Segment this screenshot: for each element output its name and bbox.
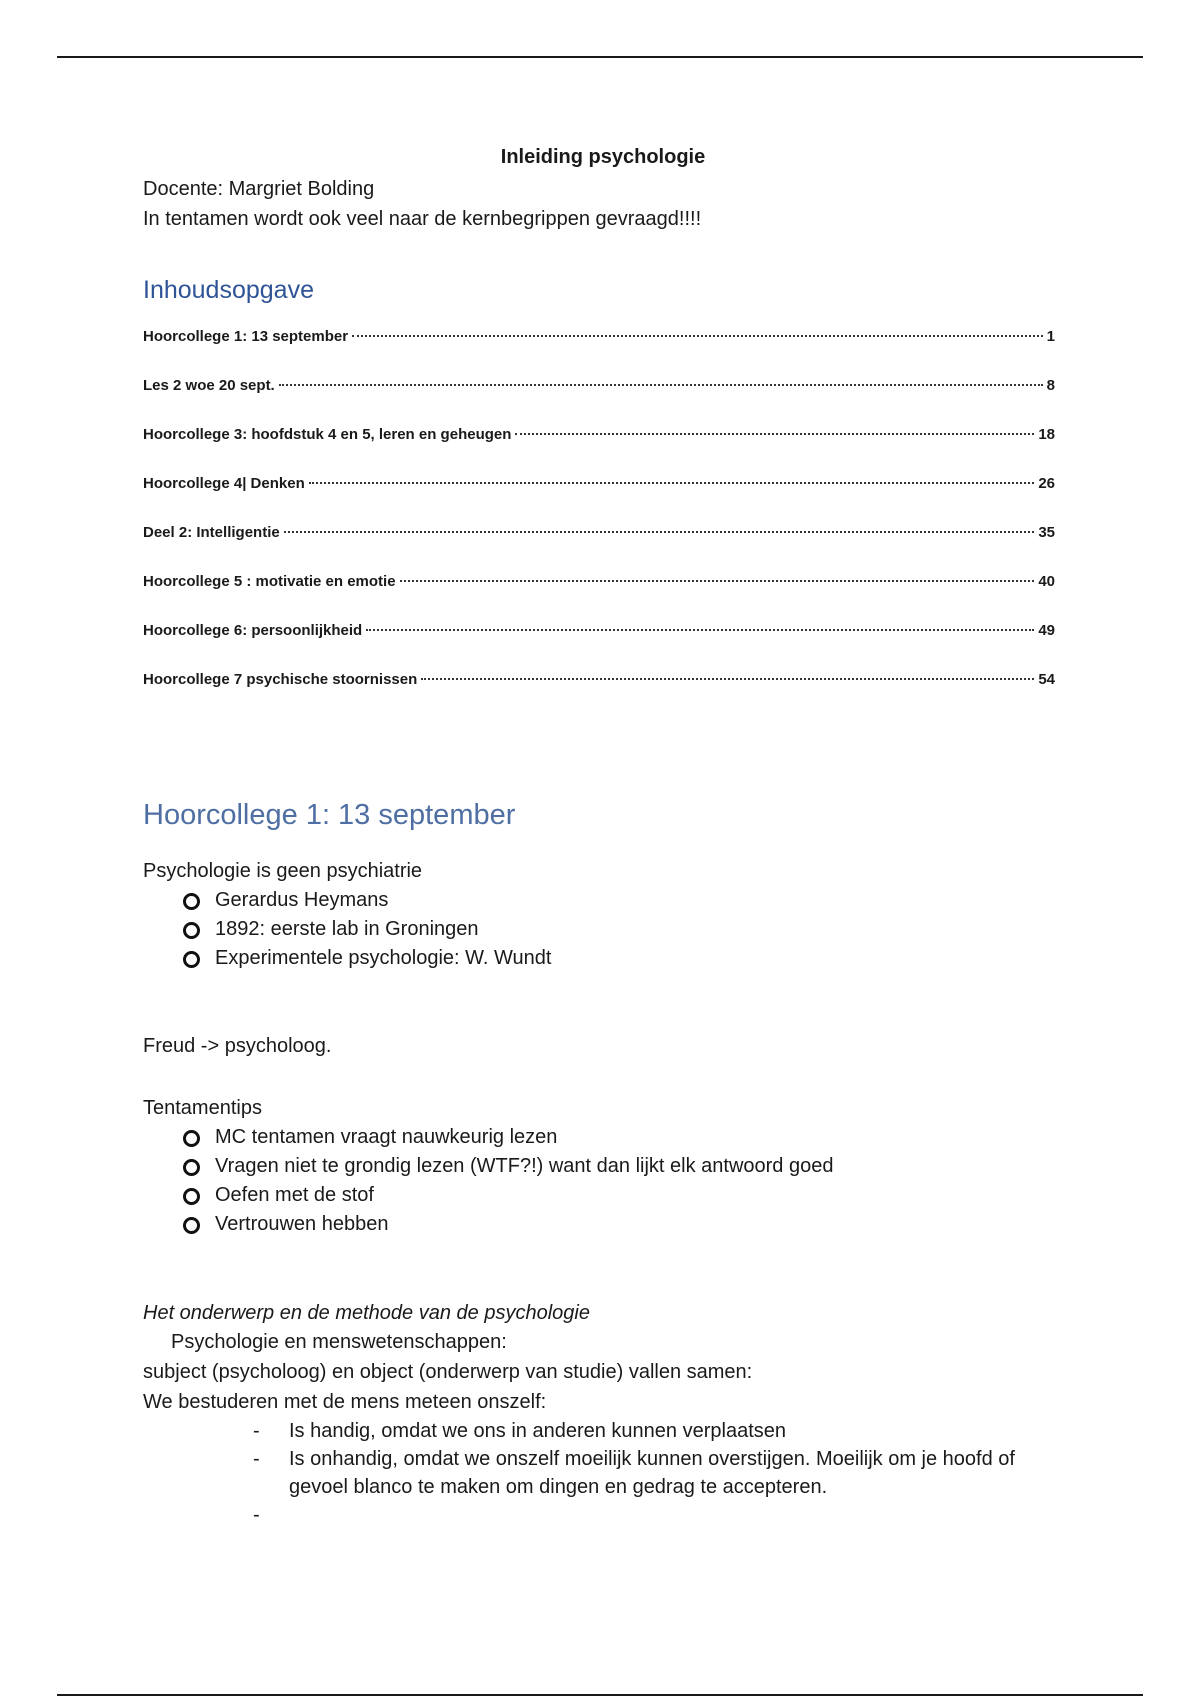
- toc-dot-leader: [400, 580, 1035, 582]
- tips-heading: Tentamentips: [143, 1097, 262, 1119]
- toc-entry[interactable]: [143, 621, 1055, 670]
- toc-entry[interactable]: [143, 523, 1055, 572]
- toc-entry[interactable]: [143, 327, 1055, 376]
- dash-list: [143, 1417, 1053, 1529]
- list-item-text: MC tentamen vraagt nauwkeurig lezen: [215, 1126, 558, 1148]
- toc-dot-leader: [515, 433, 1034, 435]
- toc-entry-page: 49: [1038, 622, 1055, 639]
- toc-entry-page: 1: [1046, 328, 1055, 345]
- list-item: [183, 944, 1063, 973]
- circle-bullet-icon: [183, 951, 200, 968]
- subject-heading: Het onderwerp en de methode van de psychologie: [143, 1302, 590, 1324]
- document-title: Inleiding psychologie: [500, 146, 706, 168]
- intro-line: Psychologie is geen psychiatrie: [143, 860, 423, 882]
- bottom-rule: [57, 1694, 1143, 1696]
- toc-dot-leader: [421, 678, 1034, 680]
- toc-entry-label: Hoorcollege 3: hoofdstuk 4 en 5, leren en geheugen: [143, 426, 512, 443]
- toc-entry-label: Hoorcollege 4| Denken: [143, 475, 305, 492]
- subject-indent-line: Psychologie en menswetenschappen:: [171, 1331, 507, 1353]
- circle-bullet-icon: [183, 922, 200, 939]
- toc-heading: Inhoudsopgave: [143, 276, 314, 304]
- spacer: [143, 973, 1063, 1031]
- intro-bullet-list: [143, 886, 1063, 973]
- toc-entry-label: Hoorcollege 1: 13 september: [143, 328, 349, 345]
- toc-entry-label: Hoorcollege 7 psychische stoornissen: [143, 671, 418, 688]
- toc-entry-page: 54: [1038, 671, 1055, 688]
- list-item-text: Is onhandig, omdat we onszelf moeilijk kunnen overstijgen. Moeilijk om je hoofd of gevoel blanco te maken om dingen en gedrag te accepteren.: [289, 1448, 1015, 1498]
- toc-dot-leader: [279, 384, 1043, 386]
- list-item-text: Vertrouwen hebben: [215, 1213, 389, 1235]
- toc-entry-page: 8: [1046, 377, 1055, 394]
- subject-line: We bestuderen met de mens meteen onszelf:: [143, 1391, 547, 1413]
- toc-dot-leader: [284, 531, 1035, 533]
- list-item-text: Gerardus Heymans: [215, 889, 389, 911]
- list-item: [183, 886, 1063, 915]
- exam-note: In tentamen wordt ook veel naar de kernbegrippen gevraagd!!!!: [143, 208, 702, 230]
- toc-entry-page: 18: [1038, 426, 1055, 443]
- toc-entry-label: Deel 2: Intelligentie: [143, 524, 280, 541]
- list-item-text: Experimentele psychologie: W. Wundt: [215, 947, 552, 969]
- circle-bullet-icon: [183, 893, 200, 910]
- list-item: [183, 1152, 1063, 1181]
- toc-entry[interactable]: [143, 376, 1055, 425]
- toc-entry[interactable]: [143, 572, 1055, 621]
- list-item: [253, 1417, 1053, 1445]
- circle-bullet-icon: [183, 1159, 200, 1176]
- toc-dot-leader: [352, 335, 1043, 337]
- list-item-text: Oefen met de stof: [215, 1184, 374, 1206]
- spacer: [143, 1061, 1063, 1093]
- list-item-text: 1892: eerste lab in Groningen: [215, 918, 479, 940]
- list-item: [183, 1181, 1063, 1210]
- list-item: [183, 1123, 1063, 1152]
- toc-entry-page: 35: [1038, 524, 1055, 541]
- toc-entry-label: Hoorcollege 6: persoonlijkheid: [143, 622, 363, 639]
- dash-bullet-icon: -: [253, 1420, 260, 1442]
- toc-dot-leader: [366, 629, 1034, 631]
- subject-line: subject (psycholoog) en object (onderwerp van studie) vallen samen:: [143, 1361, 753, 1383]
- circle-bullet-icon: [183, 1217, 200, 1234]
- document-page: [143, 140, 1063, 1529]
- toc-entry-label: Les 2 woe 20 sept.: [143, 377, 275, 394]
- spacer: [143, 1239, 1063, 1299]
- tips-bullet-list: [143, 1123, 1063, 1239]
- circle-bullet-icon: [183, 1130, 200, 1147]
- dash-bullet-icon: -: [253, 1504, 260, 1526]
- toc-entry-page: 26: [1038, 475, 1055, 492]
- toc-entry[interactable]: [143, 425, 1055, 474]
- teacher-line: Docente: Margriet Bolding: [143, 178, 375, 200]
- list-item-text: Is handig, omdat we ons in anderen kunnen verplaatsen: [289, 1420, 787, 1442]
- top-rule: [57, 56, 1143, 58]
- toc-entry[interactable]: [143, 670, 1055, 719]
- table-of-contents: [143, 327, 1055, 719]
- freud-line: Freud -> psycholoog.: [143, 1035, 332, 1057]
- list-item: [183, 1210, 1063, 1239]
- section-heading: Hoorcollege 1: 13 september: [143, 799, 516, 831]
- list-item: [253, 1501, 1053, 1529]
- circle-bullet-icon: [183, 1188, 200, 1205]
- toc-entry[interactable]: [143, 474, 1055, 523]
- list-item: [253, 1445, 1053, 1501]
- list-item: [183, 915, 1063, 944]
- toc-entry-label: Hoorcollege 5 : motivatie en emotie: [143, 573, 396, 590]
- dash-bullet-icon: -: [253, 1448, 260, 1470]
- list-item-text: Vragen niet te grondig lezen (WTF?!) want dan lijkt elk antwoord goed: [215, 1155, 834, 1177]
- toc-entry-page: 40: [1038, 573, 1055, 590]
- toc-dot-leader: [309, 482, 1035, 484]
